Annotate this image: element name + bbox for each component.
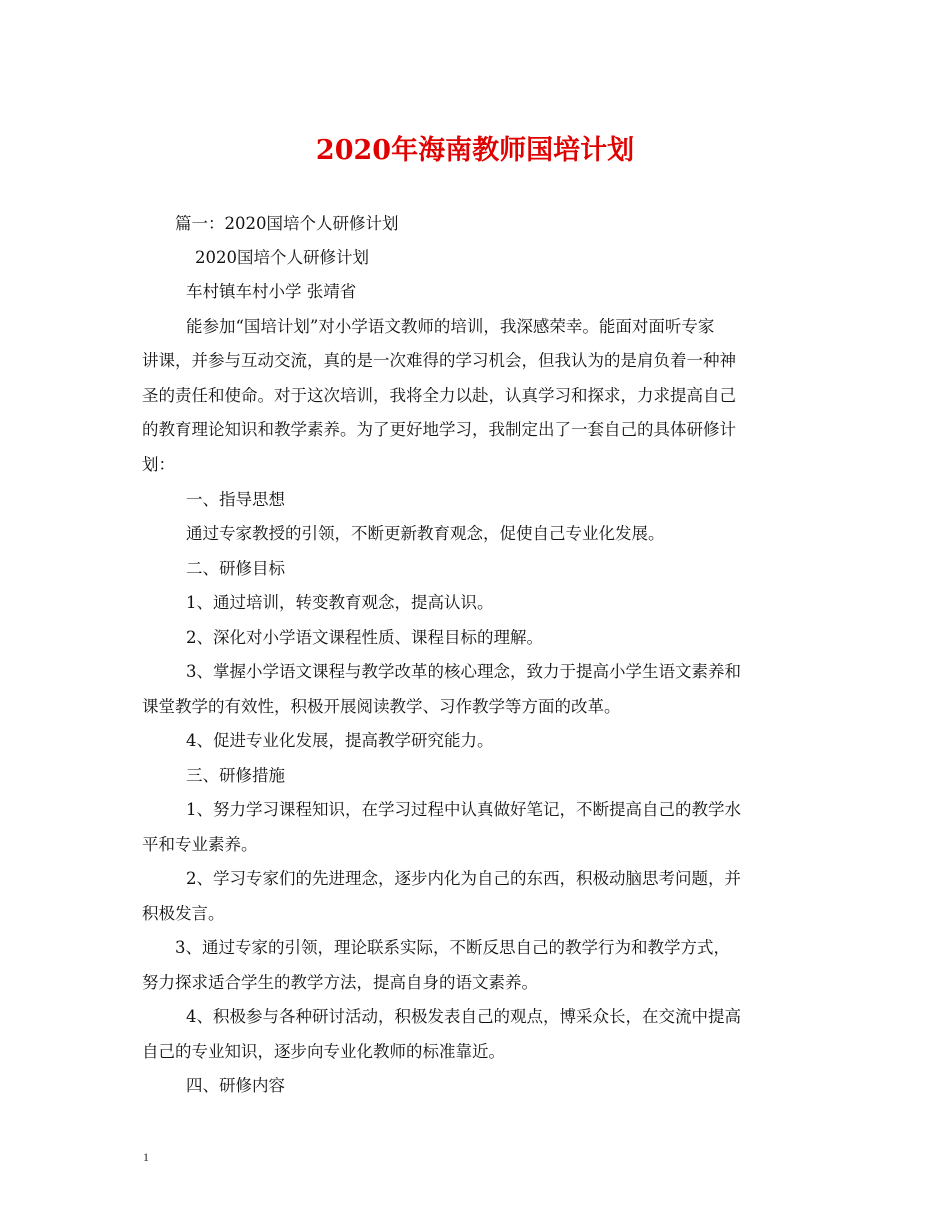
list-item: 1、努力学习课程知识，在学习过程中认真做好笔记，不断提高自己的教学水 <box>186 800 741 819</box>
page-number: 1 <box>143 1150 149 1164</box>
paragraph-line: 通过专家教授的引领，不断更新教育观念，促使自己专业化发展。 <box>186 524 665 543</box>
list-item: 1、通过培训，转变教育观念，提高认识。 <box>186 593 494 612</box>
author-line: 车村镇车村小学 张靖省 <box>186 282 357 301</box>
paragraph-line: 圣的责任和使命。对于这次培训，我将全力以赴，认真学习和探求，力求提高自己 <box>142 386 736 405</box>
list-item: 2、深化对小学语文课程性质、课程目标的理解。 <box>186 628 543 647</box>
paragraph-line: 划： <box>142 455 175 474</box>
list-item: 3、掌握小学语文课程与教学改革的核心理念，致力于提高小学生语文素养和 <box>186 662 741 681</box>
list-item-continuation: 积极发言。 <box>142 904 225 923</box>
list-item: 4、促进专业化发展，提高教学研究能力。 <box>186 731 494 750</box>
paragraph-line: 的教育理论知识和教学素养。为了更好地学习，我制定出了一套自己的具体研修计 <box>142 420 736 439</box>
list-item-continuation: 平和专业素养。 <box>142 835 258 854</box>
section-heading: 二、研修目标 <box>186 559 285 578</box>
heading-article-one: 篇一：2020国培个人研修计划 <box>175 214 399 233</box>
list-item: 3、通过专家的引领，理论联系实际，不断反思自己的教学行为和教学方式， <box>175 938 730 957</box>
section-heading: 三、研修措施 <box>186 766 285 785</box>
document-title: 2020年海南教师国培计划 <box>315 135 635 166</box>
list-item-continuation: 课堂教学的有效性，积极开展阅读教学、习作教学等方面的改革。 <box>142 697 621 716</box>
section-heading: 一、指导思想 <box>186 490 285 509</box>
list-item-continuation: 自己的专业知识，逐步向专业化教师的标准靠近。 <box>142 1042 505 1061</box>
list-item: 2、学习专家们的先进理念，逐步内化为自己的东西，积极动脑思考问题，并 <box>186 869 741 888</box>
paragraph-line: 讲课，并参与互动交流，真的是一次难得的学习机会，但我认为的是肩负着一种神 <box>142 351 736 370</box>
list-item-continuation: 努力探求适合学生的教学方法，提高自身的语文素养。 <box>142 973 538 992</box>
subtitle: 2020国培个人研修计划 <box>195 248 369 267</box>
list-item: 4、积极参与各种研讨活动，积极发表自己的观点，博采众长，在交流中提高 <box>186 1007 741 1026</box>
paragraph-line: 能参加“国培计划”对小学语文教师的培训，我深感荣幸。能面对面听专家 <box>186 317 715 336</box>
section-heading: 四、研修内容 <box>186 1076 285 1095</box>
